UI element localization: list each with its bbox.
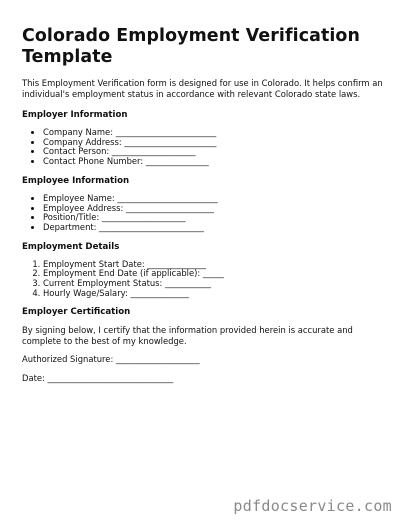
company-name-field: • Company Name: ________________________: [43, 128, 388, 138]
document-page: [22, 26, 388, 384]
wage-salary-field: 4. Hourly Wage/Salary: ______________: [43, 289, 388, 299]
document-title: Colorado Employment Verification Template: [22, 26, 360, 67]
employee-information-list: [22, 194, 388, 233]
employment-details-list: [22, 260, 388, 299]
authorized-signature-field: Authorized Signature: ____________________: [22, 354, 200, 365]
employment-status-field: 3. Current Employment Status: ___________: [43, 279, 388, 289]
watermark: pdfdocservice.com: [233, 497, 392, 515]
date-field: Date: ______________________________: [22, 373, 174, 384]
contact-phone-field: • Contact Phone Number: _______________: [43, 157, 388, 167]
employee-address-field: • Employee Address: _____________________: [43, 204, 388, 214]
employer-certification-heading: Employer Certification: [22, 307, 131, 318]
employer-information-heading: Employer Information: [22, 110, 128, 120]
employer-information-list: [22, 128, 388, 167]
company-address-field: • Company Address: ______________________: [43, 138, 388, 148]
contact-person-field: • Contact Person: ____________________: [43, 147, 388, 157]
intro-paragraph: This Employment Verification form is designed for use in Colorado. It helps confirm an individual's employment status in accordance with relevant Colorado state laws.: [22, 78, 383, 99]
employment-details-heading: Employment Details: [22, 241, 120, 252]
department-field: • Department: _________________________: [43, 223, 388, 233]
employee-name-field: • Employee Name: ________________________: [43, 194, 388, 204]
certification-statement: By signing below, I certify that the information provided herein is accurate and complete to the best of my knowledge.: [22, 325, 353, 346]
position-title-field: • Position/Title: ____________________: [43, 213, 388, 223]
end-date-field: 2. Employment End Date (if applicable): _____: [43, 269, 388, 279]
employee-information-heading: Employee Information: [22, 175, 130, 186]
start-date-field: 1. Employment Start Date: ______________: [43, 260, 388, 270]
